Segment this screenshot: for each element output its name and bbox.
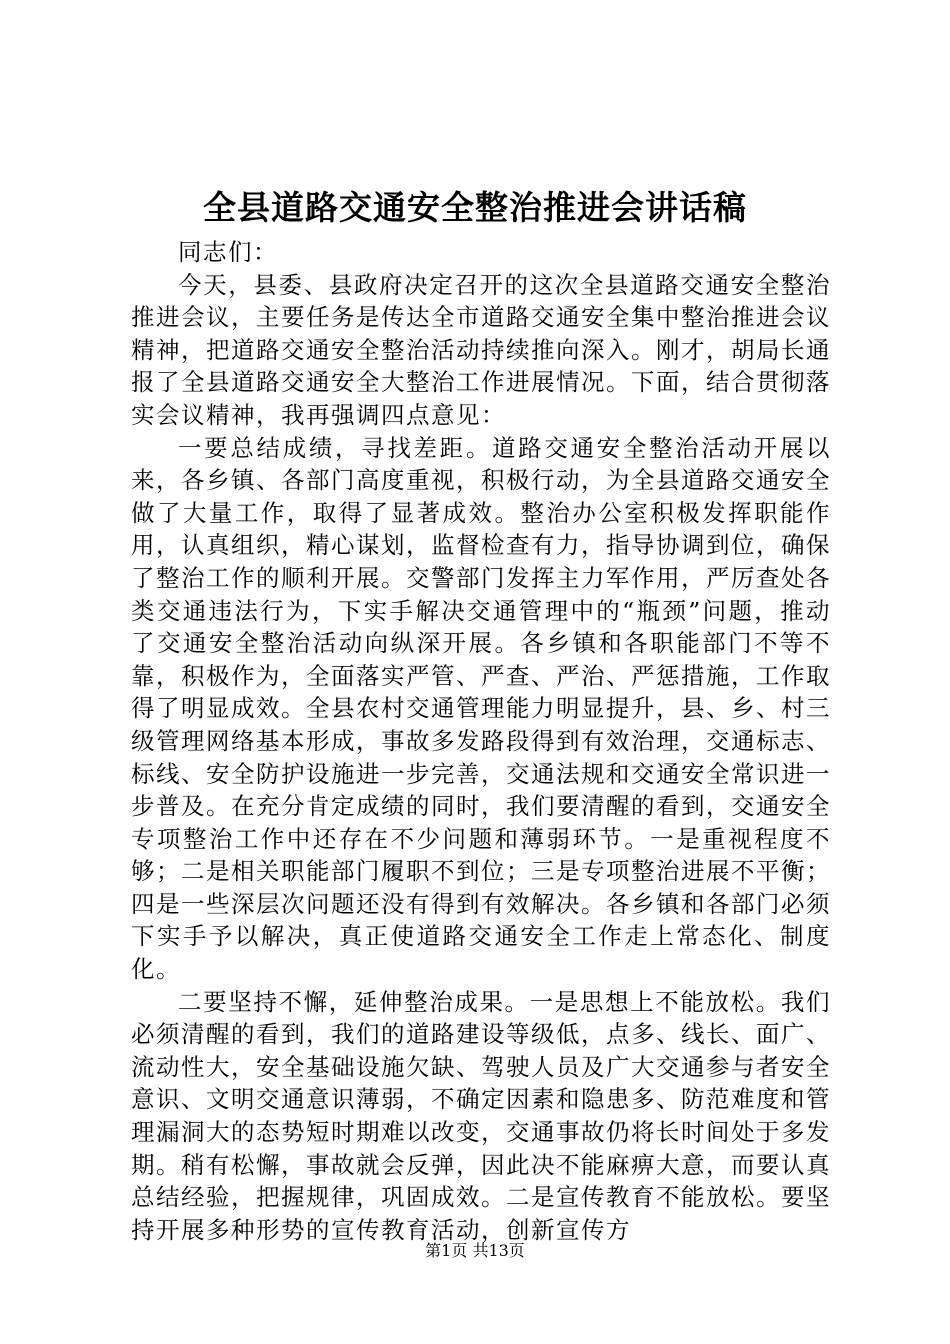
document-body xyxy=(131,236,831,1246)
page-number-footer: 第1页 共13页 xyxy=(425,1241,525,1260)
salutation-paragraph: 同志们： xyxy=(178,238,278,266)
intro-paragraph: 今天，县委、县政府决定召开的这次全县道路交通安全整治推进会议，主要任务是传达全市道路交通安全集中整治推进会议精神，把道路交通安全整治活动持续推向深入。刚才，胡局长通报了全县道路交通安全大整治工作进展情况。下面，结合贯彻落实会议精神，我再强调四点意见： xyxy=(131,270,831,429)
point-two-paragraph: 二要坚持不懈，延伸整治成果。一是思想上不能放松。我们必须清醒的看到，我们的道路建设等级低，点多、线长、面广、流动性大，安全基础设施欠缺、驾驶人员及广大交通参与者安全意识、文明交通意识薄弱，不确定因素和隐患多、防范难度和管理漏洞大的态势短时期难以改变，交通事故仍将长时间处于多发期。稍有松懈，事故就会反弹，因此决不能麻痹大意，而要认真总结经验，把握规律，巩固成效。二是宣传教育不能放松。要坚持开展多种形势的宣传教育活动，创新宣传方 xyxy=(131,987,831,1244)
point-one-paragraph: 一要总结成绩，寻找差距。道路交通安全整治活动开展以来，各乡镇、各部门高度重视，积极行动，为全县道路交通安全做了大量工作，取得了显著成效。整治办公室积极发挥职能作用，认真组织，精心谋划，监督检查有力，指导协调到位，确保了整治工作的顺利开展。交警部门发挥主力军作用，严厉查处各类交通违法行为，下实手解决交通管理中的“瓶颈”问题，推动了交通安全整治活动向纵深开展。各乡镇和各职能部门不等不靠，积极作为，全面落实严管、严查、严治、严惩措施，工作取得了明显成效。全县农村交通管理能力明显提升，县、乡、村三级管理网络基本形成，事故多发路段得到有效治理，交通标志、标线、安全防护设施进一步完善，交通法规和交通安全常识进一步普及。在充分肯定成绩的同时，我们要清醒的看到，交通安全专项整治工作中还存在不少问题和薄弱环节。一是重视程度不够；二是相关职能部门履职不到位；三是专项整治进展不平衡；四是一些深层次问题还没有得到有效解决。各乡镇和各部门必须下实手予以解决，真正使道路交通安全工作走上常态化、制度化。 xyxy=(131,433,831,984)
document-title: 全县道路交通安全整治推进会讲话稿 xyxy=(203,188,747,227)
